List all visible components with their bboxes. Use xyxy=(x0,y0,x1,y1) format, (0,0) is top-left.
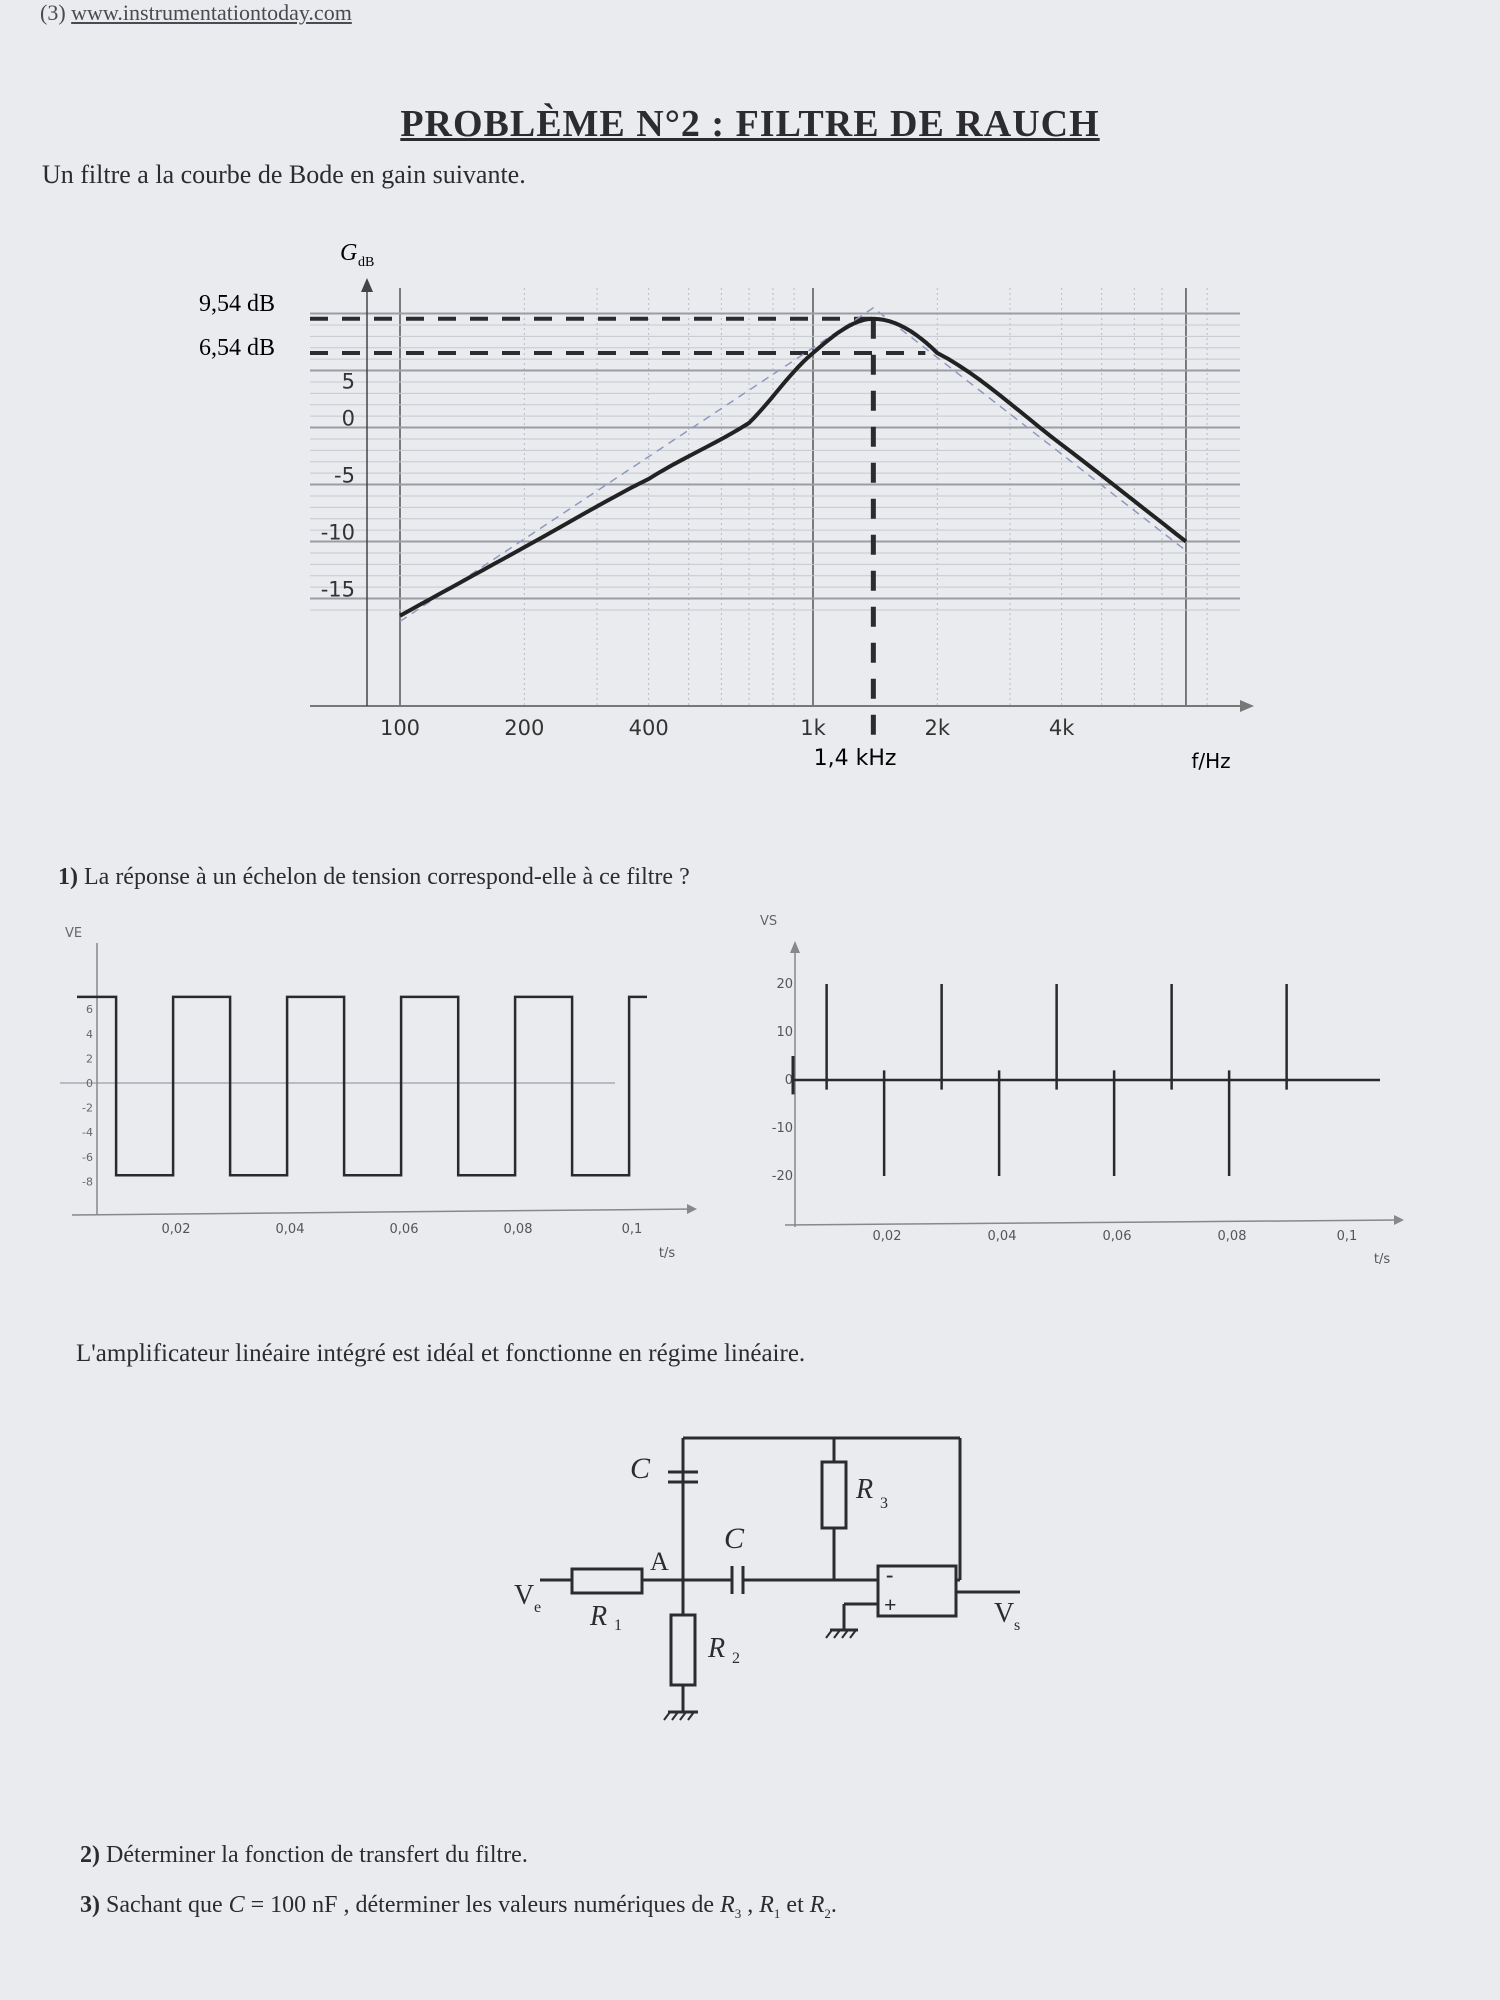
input-y-tick-2: 2 xyxy=(86,1052,93,1066)
question-3-c: C xyxy=(228,1892,245,1918)
input-x-arrow xyxy=(687,1204,697,1214)
source-url-link[interactable]: www.instrumentationtoday.com xyxy=(71,0,352,25)
question-3-and: et xyxy=(786,1892,804,1918)
output-y-label: VS xyxy=(760,914,778,929)
opamp-plus: + xyxy=(884,1592,897,1617)
output-x-tick-4: 0,1 xyxy=(1336,1229,1358,1244)
label-r1: R xyxy=(590,1601,608,1632)
resistor-r2 xyxy=(671,1615,695,1685)
bode-x-tick-5: 4k xyxy=(1048,716,1075,740)
output-x-tick-2: 0,06 xyxy=(1102,1229,1132,1244)
input-x-tick-3: 0,08 xyxy=(503,1222,533,1237)
bode-gain-line xyxy=(400,319,1186,616)
input-y-tick-3: 0 xyxy=(86,1077,93,1090)
input-x-axis xyxy=(72,1209,695,1215)
question-1-text: La réponse à un échelon de tension correspond-elle à ce filtre ? xyxy=(84,864,690,890)
question-2-number: 2) xyxy=(80,1842,100,1868)
output-y-tick-4: -20 xyxy=(771,1169,793,1184)
annotation-cutoff: 6,54 dB xyxy=(198,335,275,361)
input-y-label: VE xyxy=(65,926,83,941)
input-axes xyxy=(60,943,697,1237)
opamp-minus: - xyxy=(886,1562,894,1587)
output-x-axis xyxy=(785,1220,1402,1225)
output-x-label: t/s xyxy=(1373,1252,1391,1267)
input-x-label: t/s xyxy=(658,1246,676,1261)
question-3-lead: Sachant que xyxy=(106,1892,223,1918)
marker-label: 1,4 kHz xyxy=(813,746,897,771)
input-y-tick-6: -6 xyxy=(82,1150,93,1164)
question-3-r1: R xyxy=(759,1892,774,1918)
page-title xyxy=(0,102,1500,146)
bode-y-tick-2: -5 xyxy=(334,463,355,488)
page-title-text: PROBLÈME N°2 : FILTRE DE RAUCH xyxy=(400,103,1100,145)
bode-grid xyxy=(310,288,1240,706)
input-x-tick-4: 0,1 xyxy=(621,1222,643,1237)
output-y-arrow xyxy=(790,941,800,953)
bode-y-arrow xyxy=(361,278,373,292)
output-axes xyxy=(772,941,1404,1244)
output-y-tick-2: 0 xyxy=(784,1073,793,1088)
intro-text: Un filtre a la courbe de Bode en gain suivante. xyxy=(42,160,526,189)
output-voltage-plot xyxy=(730,905,1410,1275)
label-ve: V xyxy=(514,1580,535,1611)
label-r2: R xyxy=(708,1633,726,1664)
question-1 xyxy=(58,864,690,891)
bode-x-arrow xyxy=(1240,700,1254,712)
output-spike-wave xyxy=(793,984,1380,1176)
question-3-comma: , xyxy=(747,1892,754,1918)
question-2 xyxy=(80,1842,528,1869)
question-3-end: . xyxy=(830,1892,837,1918)
label-cap-mid: C xyxy=(724,1522,745,1555)
question-3-r3: R xyxy=(720,1892,735,1918)
question-1-number: 1) xyxy=(58,864,78,890)
input-x-tick-2: 0,06 xyxy=(389,1222,419,1237)
input-y-tick-5: -4 xyxy=(82,1126,93,1140)
question-3-ask: déterminer les valeurs numériques de xyxy=(355,1892,715,1918)
question-3 xyxy=(80,1892,837,1922)
resistor-r1 xyxy=(572,1569,642,1593)
output-y-tick-1: 10 xyxy=(776,1025,793,1040)
output-x-tick-0: 0,02 xyxy=(872,1229,902,1244)
resistor-r3 xyxy=(822,1462,846,1528)
question-3-r3-sub: 3 xyxy=(734,1905,742,1921)
input-x-tick-1: 0,04 xyxy=(275,1222,305,1237)
output-x-arrow xyxy=(1394,1215,1404,1225)
bode-plot xyxy=(160,230,1270,790)
input-voltage-plot xyxy=(55,915,700,1270)
bode-y-tick-0: 5 xyxy=(341,369,355,394)
question-3-r2: R xyxy=(809,1892,825,1918)
output-y-tick-3: -10 xyxy=(771,1121,793,1136)
label-vs-sub: s xyxy=(1014,1617,1021,1634)
bode-y-tick-1: 0 xyxy=(341,406,355,431)
label-r2-sub: 2 xyxy=(732,1650,740,1667)
input-y-tick-4: -2 xyxy=(82,1101,93,1115)
bode-y-label: G xyxy=(340,240,358,266)
output-x-tick-1: 0,04 xyxy=(987,1229,1017,1244)
input-y-tick-1: 4 xyxy=(86,1027,93,1041)
question-2-text: Déterminer la fonction de transfert du filtre. xyxy=(106,1842,528,1868)
question-3-value: = 100 nF , xyxy=(250,1892,350,1918)
label-ve-sub: e xyxy=(534,1599,542,1616)
output-y-tick-0: 20 xyxy=(776,977,793,992)
output-x-tick-3: 0,08 xyxy=(1217,1229,1247,1244)
annotation-peak: 9,54 dB xyxy=(198,291,275,317)
input-y-tick-0: 6 xyxy=(86,1003,93,1017)
label-vs: V xyxy=(994,1598,1015,1629)
label-cap-top: C xyxy=(630,1452,651,1485)
bode-x-tick-2: 400 xyxy=(628,716,669,740)
bode-x-tick-0: 100 xyxy=(379,716,421,740)
rauch-circuit xyxy=(500,1420,1080,1740)
bode-y-tick-3: -10 xyxy=(320,520,355,545)
input-y-tick-7: -8 xyxy=(82,1175,93,1189)
bode-curve xyxy=(400,319,1186,616)
label-r3: R xyxy=(856,1474,874,1505)
question-3-number: 3) xyxy=(80,1892,100,1918)
source-header xyxy=(40,0,352,26)
label-node-a: A xyxy=(650,1547,669,1576)
bode-y-label-sub: dB xyxy=(358,255,375,270)
bode-x-tick-3: 1k xyxy=(800,716,826,740)
bode-x-tick-4: 2k xyxy=(924,716,951,740)
bode-x-label: f/Hz xyxy=(1191,749,1231,773)
bode-y-tick-4: -15 xyxy=(320,577,355,602)
question-3-r1-sub: 1 xyxy=(773,1905,781,1921)
input-square-wave xyxy=(77,997,647,1175)
question-3-r2-sub: 2 xyxy=(824,1905,831,1921)
bode-x-tick-1: 200 xyxy=(504,716,545,740)
label-r1-sub: 1 xyxy=(614,1617,622,1634)
amplifier-statement: L'amplificateur linéaire intégré est idéal et fonctionne en régime linéaire. xyxy=(76,1340,806,1367)
source-prefix: (3) xyxy=(40,0,66,25)
input-x-tick-0: 0,02 xyxy=(161,1222,191,1237)
label-r3-sub: 3 xyxy=(880,1495,888,1512)
input-square-line xyxy=(77,997,647,1175)
